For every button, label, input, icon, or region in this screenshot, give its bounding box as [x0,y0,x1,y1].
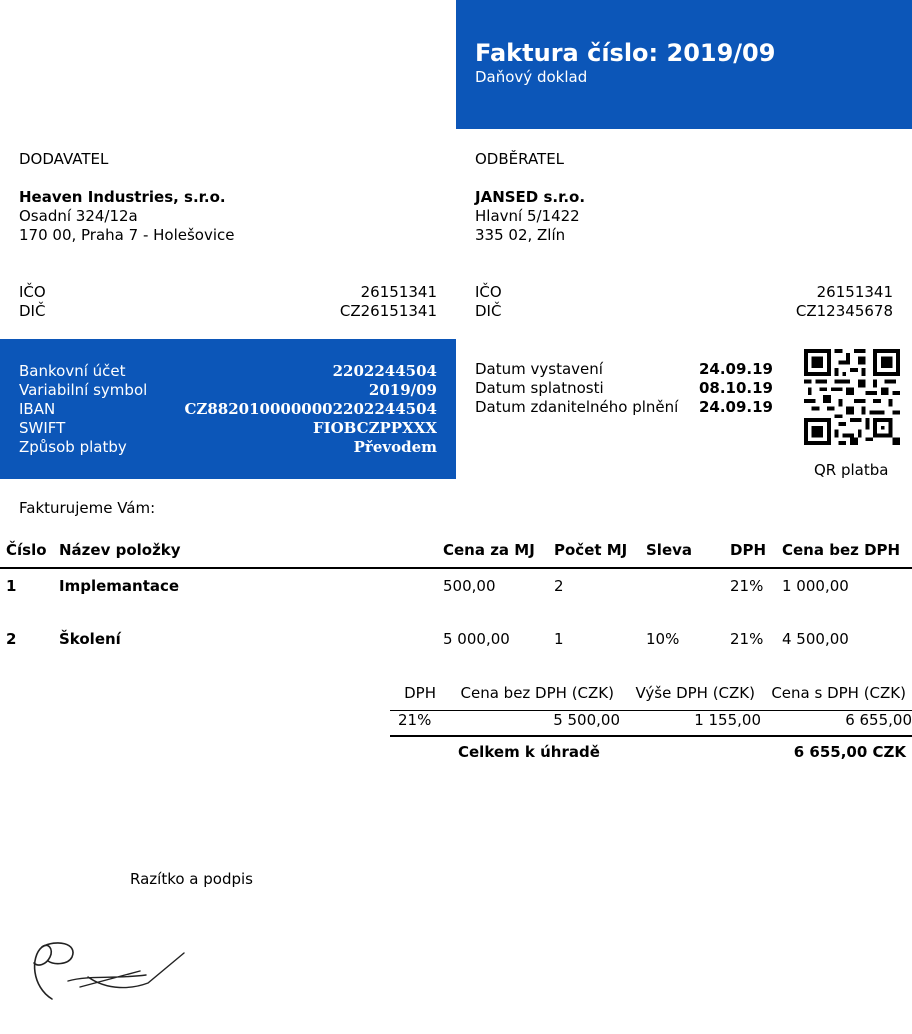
summary-header-row [390,684,912,711]
issue-date-row [475,360,773,379]
item-vat: 21% [730,630,764,648]
item-unit-price: 5 000,00 [443,630,510,648]
qr-payment-label: QR platba [814,461,889,479]
col-item-name: Název položky [59,541,443,568]
summary-vat-amount: 1 155,00 [620,711,761,737]
invoice-title: Faktura číslo: 2019/09 [475,39,776,67]
taxable-date-row [475,398,773,417]
customer-name: JANSED s.r.o. [475,188,586,206]
invoice-dates [475,360,773,417]
summary-col-base: Cena bez DPH (CZK) [442,684,620,711]
col-number: Číslo [0,541,59,568]
supplier-ico-value: 26151341 [360,283,437,301]
col-unit-price: Cena za MJ [443,541,554,568]
swift-row [19,419,437,438]
variable-symbol-value: 2019/09 [368,381,437,399]
supplier-dic-value: CZ26151341 [339,302,437,320]
summary-col-vat: DPH [390,684,442,711]
grand-total-value: 6 655,00 CZK [793,743,906,761]
intro-text: Fakturujeme Vám: [19,499,156,517]
supplier-dic-label: DIČ [19,302,46,320]
summary-total: 6 655,00 [761,711,912,737]
customer-dic-row [475,302,893,321]
invoice-subtitle: Daňový doklad [475,68,588,86]
supplier-heading: DODAVATEL [19,150,109,168]
item-price-excl-vat: 1 000,00 [782,577,849,595]
col-discount: Sleva [646,541,730,568]
bank-account-value: 2202244504 [332,362,437,380]
summary-col-vat-amount: Výše DPH (CZK) [620,684,761,711]
table-row [0,622,912,675]
taxable-date-value: 24.09.19 [698,398,773,416]
customer-ico-row [475,283,893,302]
taxable-date-label: Datum zdanitelného plnění [475,398,679,416]
supplier-address-line2: 170 00, Praha 7 - Holešovice [19,226,235,244]
item-quantity: 1 [554,630,564,648]
grand-total-label: Celkem k úhradě [458,743,600,761]
item-quantity: 2 [554,577,564,595]
table-row [0,568,912,622]
supplier-name: Heaven Industries, s.r.o. [19,188,226,206]
grand-total-spacer [390,736,442,771]
customer-dic-value: CZ12345678 [795,302,893,320]
item-discount [646,568,730,622]
vat-summary-table [390,684,912,771]
summary-base: 5 500,00 [442,711,620,737]
due-date-label: Datum splatnosti [475,379,604,397]
item-unit-price: 500,00 [443,577,496,595]
swift-label: SWIFT [19,419,66,437]
summary-vat-rate: 21% [390,711,442,737]
variable-symbol-row [19,381,437,400]
qr-code-icon [804,349,900,445]
item-number: 2 [6,630,17,648]
iban-row [19,400,437,419]
item-name: Implemantace [59,577,180,595]
payment-method-row [19,438,437,457]
supplier-address-line1: Osadní 324/12a [19,207,138,225]
supplier-ico-label: IČO [19,283,46,301]
customer-address-line2: 335 02, Zlín [475,226,566,244]
signature-icon [28,935,188,1005]
customer-heading: ODBĚRATEL [475,150,565,168]
summary-col-total: Cena s DPH (CZK) [761,684,912,711]
item-number: 1 [6,577,17,595]
iban-value: CZ8820100000002202244504 [184,400,437,418]
issue-date-value: 24.09.19 [698,360,773,378]
customer-ico-value: 26151341 [816,283,893,301]
col-quantity: Počet MJ [554,541,646,568]
customer-ico-label: IČO [475,283,502,301]
payment-method-label: Způsob platby [19,438,127,456]
swift-value: FIOBCZPPXXX [312,419,437,437]
iban-label: IBAN [19,400,56,418]
payment-info [19,362,437,457]
bank-account-row [19,362,437,381]
item-name: Školení [59,630,121,648]
customer-dic-label: DIČ [475,302,502,320]
item-vat: 21% [730,577,764,595]
item-discount: 10% [646,630,680,648]
issue-date-label: Datum vystavení [475,360,603,378]
item-price-excl-vat: 4 500,00 [782,630,849,648]
stamp-signature-label: Razítko a podpis [130,870,253,888]
grand-total-row [390,736,912,771]
col-vat: DPH [730,541,782,568]
summary-row [390,711,912,737]
col-price-excl-vat: Cena bez DPH [782,541,912,568]
supplier-dic-row [19,302,437,321]
variable-symbol-label: Variabilní symbol [19,381,148,399]
items-header-row [0,541,912,568]
due-date-row [475,379,773,398]
customer-address-line1: Hlavní 5/1422 [475,207,580,225]
bank-account-label: Bankovní účet [19,362,126,380]
supplier-ico-row [19,283,437,302]
items-table [0,541,912,675]
payment-method-value: Převodem [353,438,437,456]
due-date-value: 08.10.19 [698,379,773,397]
